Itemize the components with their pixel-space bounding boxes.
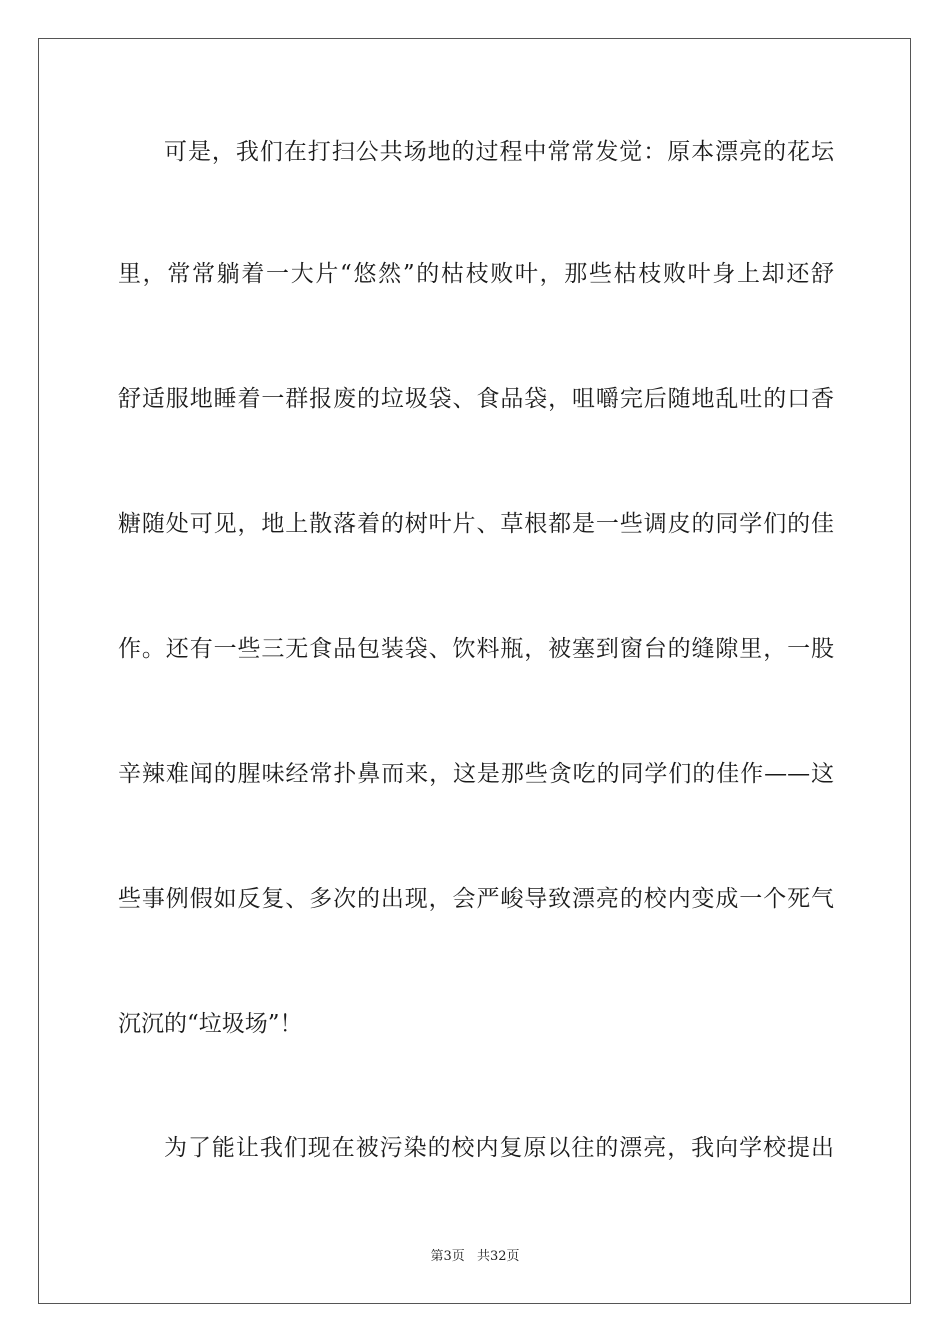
page-number: 第3页	[430, 1249, 465, 1264]
page-footer	[0, 1248, 950, 1266]
total-pages: 共32页	[476, 1249, 520, 1264]
paragraph-1-line-4: 糖随处可见，地上散落着的树叶片、草根都是一些调皮的同学们的佳	[118, 511, 834, 537]
paragraph-1-line-2: 里，常常躺着一大片“悠然”的枯枝败叶，那些枯枝败叶身上却还舒	[118, 261, 834, 287]
paragraph-1-line-5: 作。还有一些三无食品包装袋、饮料瓶，被塞到窗台的缝隙里，一股	[118, 636, 834, 662]
paragraph-1-line-6: 辛辣难闻的腥味经常扑鼻而来，这是那些贪吃的同学们的佳作——这	[118, 761, 834, 787]
paragraph-1-line-8: 沉沉的“垃圾场”！	[118, 1011, 303, 1037]
page-border	[38, 38, 911, 1304]
paragraph-1-line-7: 些事例假如反复、多次的出现，会严峻导致漂亮的校内变成一个死气	[118, 886, 834, 912]
paragraph-1-line-1: 可是，我们在打扫公共场地的过程中常常发觉：原本漂亮的花坛	[164, 139, 834, 165]
paragraph-1-line-3: 舒适服地睡着一群报废的垃圾袋、食品袋，咀嚼完后随地乱吐的口香	[118, 386, 834, 412]
paragraph-2-line-1: 为了能让我们现在被污染的校内复原以往的漂亮，我向学校提出	[164, 1135, 834, 1161]
